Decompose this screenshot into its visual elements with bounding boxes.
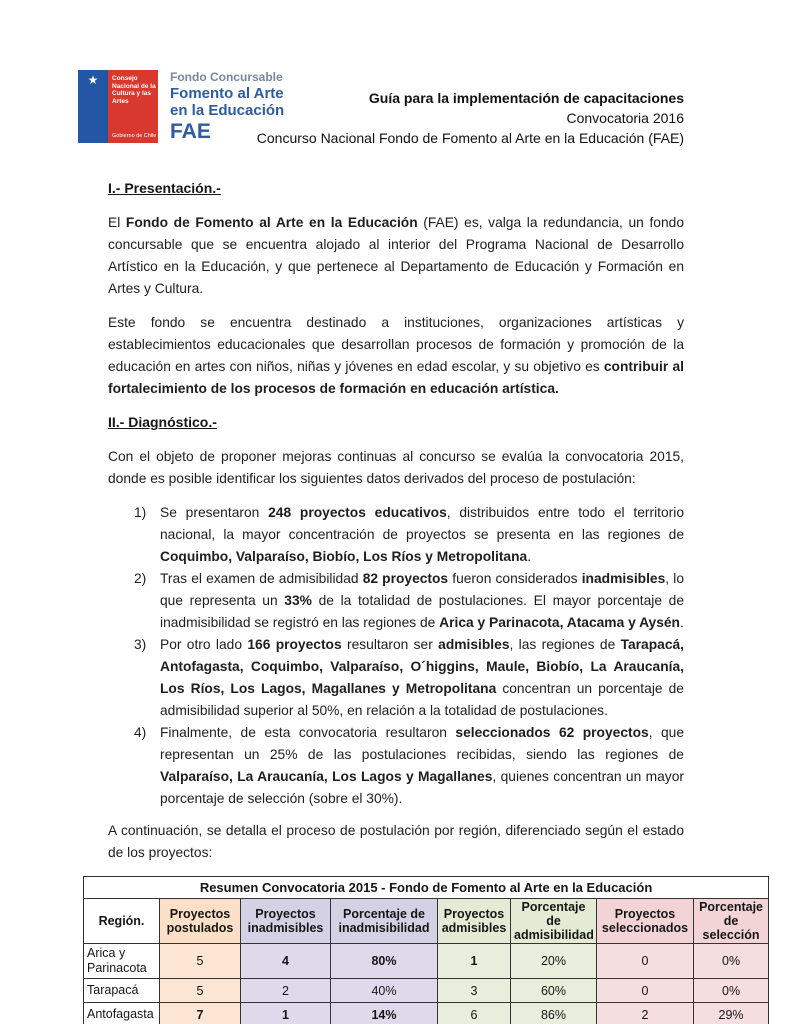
table-title-row — [84, 877, 769, 899]
logo-title-line1: Fomento al Arte — [170, 85, 284, 102]
list-item-3-marker: 3) — [134, 637, 147, 652]
table-row-antofagasta — [84, 1003, 769, 1024]
column-header-pct-admisibilidad: Porcentaje de admisibilidad — [511, 899, 597, 944]
council-name: Consejo Nacional de la Cultura y las Artes — [112, 75, 156, 105]
list-item-1-marker: 1) — [134, 505, 147, 520]
document-subtitle-contest: Concurso Nacional Fondo de Fomento al Arte en la Educación (FAE) — [256, 130, 684, 146]
list-item-2-marker: 2) — [134, 571, 147, 586]
summary-table — [83, 876, 769, 1024]
data-cell: 86% — [511, 1003, 597, 1024]
paragraph-table-lead: A continuación, se detalla el proceso de postulación por región, diferenciado según el estado de los proyectos: — [108, 823, 684, 860]
section-2-heading: II.- Diagnóstico.- — [108, 414, 217, 430]
region-cell: Tarapacá — [84, 979, 160, 1003]
document-title: Guía para la implementación de capacitaciones — [368, 90, 684, 106]
list-item-2 — [108, 568, 684, 634]
paragraph-presentation-2: Este fondo se encuentra destinado a instituciones, organizaciones artísticas y establecimientos educacionales que desarrollan procesos de formación y promoción de la educación en artes con niños, niñas y jóvenes en edad escolar, y su objetivo es contribuir al fortalecimiento de los procesos de formación en educación artística. — [108, 315, 684, 396]
list-item-4 — [108, 722, 684, 810]
data-cell: 0 — [597, 979, 694, 1003]
paragraph-diagnostico-intro: Con el objeto de proponer mejoras continuas al concurso se evalúa la convocatoria 2015, donde es posible identificar los siguientes datos derivados del proceso de postulación: — [108, 449, 684, 486]
column-header-pct-seleccion: Porcentaje de selección — [694, 899, 769, 944]
numbered-list — [108, 502, 684, 810]
table-header-row — [84, 899, 769, 944]
data-cell: 5 — [160, 979, 241, 1003]
column-header-seleccionados: Proyectos seleccionados — [597, 899, 694, 944]
data-cell: 5 — [160, 944, 241, 979]
logo-acronym: FAE — [170, 120, 211, 143]
paragraph-presentation-1: El Fondo de Fomento al Arte en la Educación (FAE) es, valga la redundancia, un fondo concursable que se encuentra alojado al interior del Programa Nacional de Desarrollo Artístico en la Educación, y que pertenece al Departamento de Educación y Formación en Artes y Cultura. — [108, 215, 684, 296]
star-icon: ★ — [87, 73, 99, 87]
column-header-admisibles: Proyectos admisibles — [438, 899, 511, 944]
logo-program-label: Fondo Concursable — [170, 70, 283, 84]
data-cell: 2 — [597, 1003, 694, 1024]
government-label: Gobierno de Chile — [112, 133, 157, 139]
document-subtitle-year: Convocatoria 2016 — [566, 110, 684, 126]
column-header-inadmisibles: Proyectos inadmisibles — [241, 899, 331, 944]
column-header-pct-inadmisibilidad: Porcentaje de inadmisibilidad — [331, 899, 438, 944]
document-body — [0, 180, 791, 1024]
data-cell: 3 — [438, 979, 511, 1003]
data-cell: 29% — [694, 1003, 769, 1024]
column-header-postulados: Proyectos postulados — [160, 899, 241, 944]
data-cell: 40% — [331, 979, 438, 1003]
data-cell: 80% — [331, 944, 438, 979]
logo-title-line2: en la Educación — [170, 102, 285, 119]
data-cell: 6 — [438, 1003, 511, 1024]
data-cell: 7 — [160, 1003, 241, 1024]
data-cell: 0% — [694, 944, 769, 979]
data-cell: 1 — [241, 1003, 331, 1024]
column-header-region: Región. — [84, 899, 160, 944]
table-title: Resumen Convocatoria 2015 - Fondo de Fomento al Arte en la Educación — [84, 877, 769, 899]
document-header — [0, 0, 791, 150]
region-cell: Antofagasta — [84, 1003, 160, 1024]
data-cell: 0% — [694, 979, 769, 1003]
list-item-3-text: Por otro lado 166 proyectos resultaron ser admisibles, las regiones de Tarapacá, Antofagasta, Coquimbo, Valparaíso, O´higgins, Maule, Biobío, La Araucanía, Los Ríos, Los Lagos, Magallanes y Metropolitana concentran un porcentaje de admisibilidad superior al 50%, en relación a la totalidad de postulaciones. — [160, 637, 684, 718]
section-1-heading: I.- Presentación.- — [108, 180, 221, 196]
chile-flag-blue-panel — [78, 70, 108, 143]
fae-logo — [78, 70, 158, 143]
data-cell: 4 — [241, 944, 331, 979]
chile-flag-red-panel — [108, 70, 158, 143]
data-cell: 60% — [511, 979, 597, 1003]
region-cell: Arica y Parinacota — [84, 944, 160, 979]
list-item-1 — [108, 502, 684, 568]
data-cell: 1 — [438, 944, 511, 979]
list-item-1-text: Se presentaron 248 proyectos educativos, distribuidos entre todo el territorio nacional, la mayor concentración de proyectos se presenta en las regiones de Coquimbo, Valparaíso, Biobío, Los Ríos y Metropolitana. — [160, 505, 684, 564]
list-item-3 — [108, 634, 684, 722]
data-cell: 0 — [597, 944, 694, 979]
document-title-block — [257, 88, 684, 148]
list-item-2-text: Tras el examen de admisibilidad 82 proyectos fueron considerados inadmisibles, lo que representa un 33% de la totalidad de postulaciones. El mayor porcentaje de inadmisibilidad se registró en las regiones de Arica y Parinacota, Atacama y Aysén. — [160, 571, 684, 630]
data-cell: 2 — [241, 979, 331, 1003]
data-cell: 14% — [331, 1003, 438, 1024]
list-item-4-text: Finalmente, de esta convocatoria resultaron seleccionados 62 proyectos, que representan un 25% de las postulaciones recibidas, siendo las regiones de Valparaíso, La Araucanía, Los Lagos y Magallanes, quienes concentran un mayor porcentaje de selección (sobre el 30%). — [160, 725, 684, 806]
data-cell: 20% — [511, 944, 597, 979]
table-row-arica — [84, 944, 769, 979]
table-row-tarapaca — [84, 979, 769, 1003]
list-item-4-marker: 4) — [134, 725, 147, 740]
